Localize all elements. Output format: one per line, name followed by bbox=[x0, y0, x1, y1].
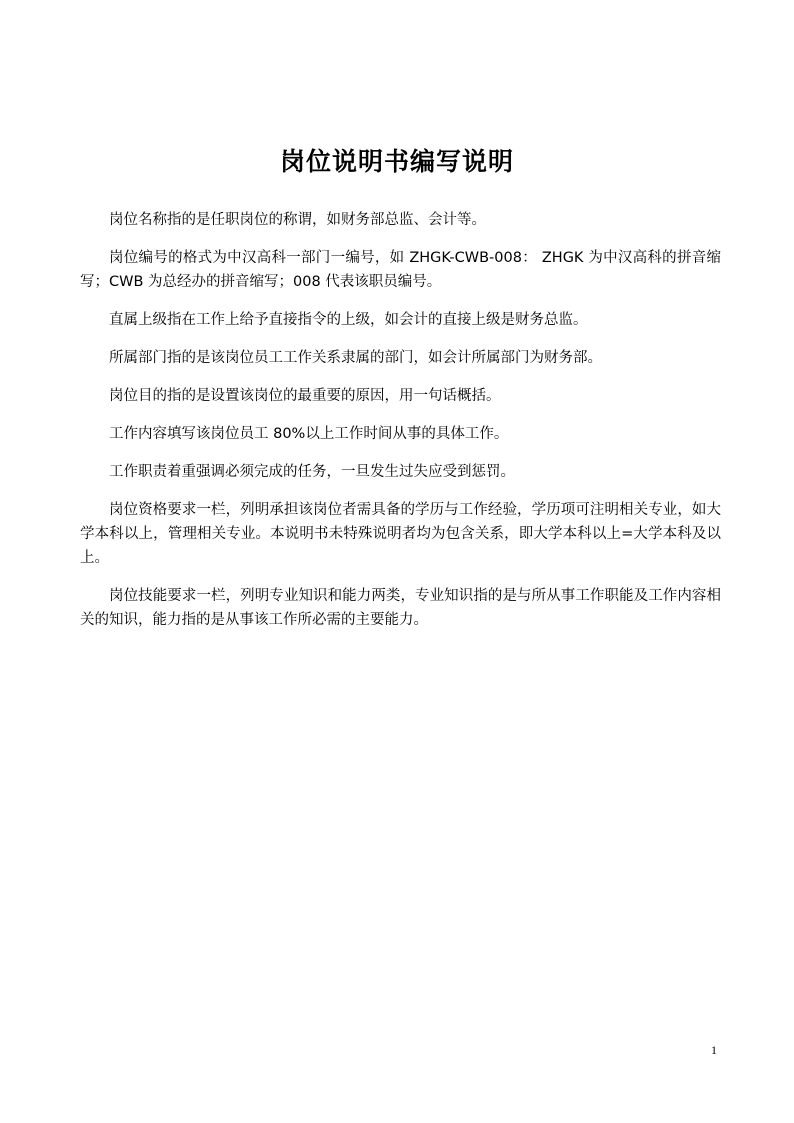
page-number: 1 bbox=[711, 1043, 717, 1057]
document-body bbox=[80, 208, 721, 646]
paragraph-work-content: 工作内容填写该岗位员工 80%以上工作时间从事的具体工作。 bbox=[109, 426, 509, 442]
paragraph-position-purpose: 岗位目的指的是设置该岗位的最重要的原因，用一句话概括。 bbox=[109, 388, 501, 404]
paragraph-department: 所属部门指的是该岗位员工工作关系隶属的部门，如会计所属部门为财务部。 bbox=[109, 350, 602, 366]
paragraph-skill-requirements: 岗位技能要求一栏，列明专业知识和能力两类，专业知识指的是与所从事工作职能及工作内容相关的知识，能力指的是从事该工作所必需的主要能力。 bbox=[80, 588, 721, 628]
paragraph-qualification-requirements: 岗位资格要求一栏，列明承担该岗位者需具备的学历与工作经验，学历项可注明相关专业，如大学本科以上，管理相关专业。本说明书未特殊说明者均为包含关系，即大学本科以上=大学本科及以上。 bbox=[80, 502, 721, 566]
document-title: 岗位说明书编写说明 bbox=[279, 147, 514, 176]
paragraph-direct-supervisor: 直属上级指在工作上给予直接指令的上级，如会计的直接上级是财务总监。 bbox=[109, 312, 588, 328]
paragraph-position-name: 岗位名称指的是任职岗位的称谓，如财务部总监、会计等。 bbox=[109, 212, 486, 228]
paragraph-position-code: 岗位编号的格式为中汉高科一部门一编号，如 ZHGK-CWB-008： ZHGK 为中汉高科的拼音缩写；CWB 为总经办的拼音缩写；008 代表该职员编号。 bbox=[80, 250, 721, 290]
paragraph-work-duties: 工作职责着重强调必须完成的任务，一旦发生过失应受到惩罚。 bbox=[109, 464, 515, 480]
